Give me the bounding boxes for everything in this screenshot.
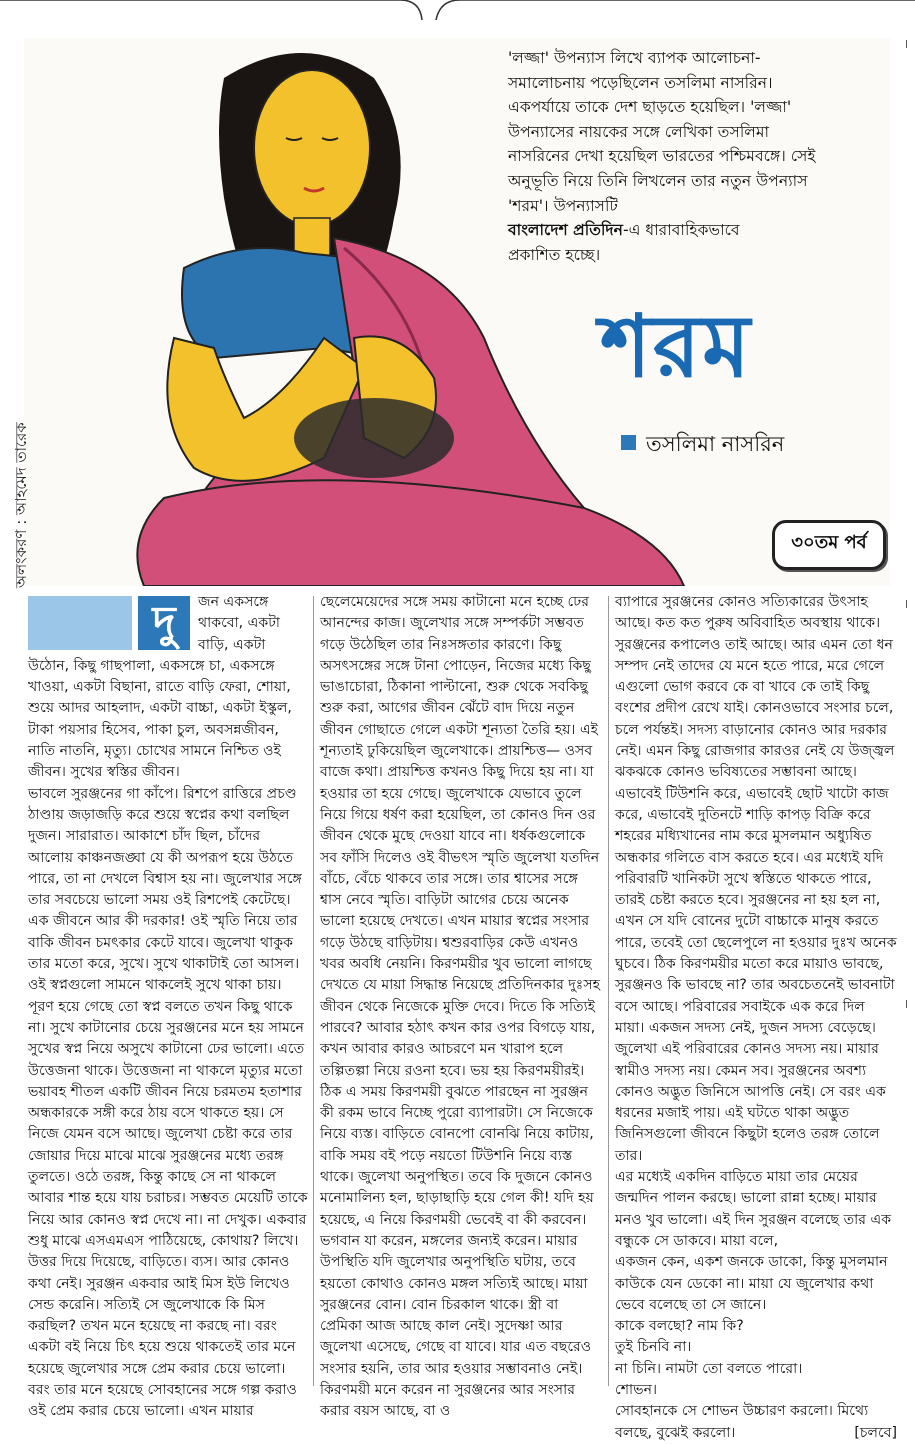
dialog-line: তুই চিনবি না। — [615, 1339, 692, 1356]
publisher-name: বাংলাদেশ প্রতিদিন — [508, 221, 623, 240]
closing-sentence: সোবহানকে সে শোভন উচ্চারণ করলো। মিথ্যে বলছে, বুঝেই করলো। — [615, 1403, 869, 1441]
author-line — [621, 428, 784, 463]
illustration-credit — [2, 330, 36, 590]
column-divider — [313, 596, 314, 1386]
publisher-rest: -এ ধারাবাহিকভাবে — [622, 221, 740, 240]
intro-line: উপন্যাসের নায়কের সঙ্গে লেখিকা তসলিমা — [508, 122, 770, 141]
dialog-line — [615, 1401, 897, 1444]
intro-line: প্রকাশিত হচ্ছে। — [508, 245, 601, 264]
intro-line: 'শরম'। উপন্যাসটি — [508, 196, 618, 215]
square-bullet-icon — [621, 435, 636, 450]
header-decoration — [0, 0, 915, 22]
paragraph: এর মধ্যেই একদিন বাড়িতে মায়া তার মেয়ের জন্মদিন পালন করছে। ভালো রান্না হচ্ছে। মায়ার মনও খুব ভালো। এই দিন সুরঞ্জন বলেছে তার এক বন্ধুকে সে ডাকবে। মায়া বলে, — [615, 1169, 892, 1249]
dialog-line: শোভন। — [615, 1381, 658, 1398]
novel-title: শরম — [600, 297, 752, 397]
credit-text: অলংকরণ : আহমেদ তারেক — [12, 422, 30, 588]
intro-line: একপর্যায়ে তাকে দেশ ছাড়তে হয়েছিল। 'লজ্জা' — [508, 98, 792, 117]
intro-line: অনুভূতি নিয়ে তিনি লিখলেন তার নতুন উপন্যাস — [508, 171, 808, 190]
dropcap-decoration — [28, 596, 132, 650]
article-column-1 — [28, 592, 308, 1423]
paragraph: ভাবলে সুরঞ্জনের গা কাঁপে। রিশপে রাত্তিরে প্রচণ্ড ঠাণ্ডায় জড়াজড়ি করে শুয়ে স্বপ্নের কথা বলছিল দুজন। সারারাত। আকাশে চাঁদ ছিল, চাঁদের আলোয় কাঞ্চনজঙ্ঘা যে কী অপরূপ হয়ে উঠতে পারে, তা না দেখলে বিশ্বাস হয় না। জুলেখার সঙ্গে তার সবচেয়ে ভালো সময় ওই রিশপেই কেটেছে। এক জীবনে আর কী দরকার! ওই স্মৃতি নিয়ে তার বাকি জীবন চমৎকার কেটে যাবে। জুলেখা থাকুক তার মতো করে, সুখে। সুখে থাকাটাই তো আসল। ওই স্বপ্নগুলো সামনে থাকলেই সুখে থাকা চায়। পূরণ হয়ে গেছে তো স্বপ্ন বলতে তখন কিছু থাকে না। সুখে কাটানোর চেয়ে সুরঞ্জনের মনে হয় সামনে সুখের স্বপ্ন নিয়ে অসুখে কাটানো ঢের ভালো। এতে উত্তেজনা থাকে। উত্তেজনা না থাকলে মৃত্যুর মতো ভয়াবহ শীতল একটি জীবন নিয়ে চরমতম হতাশার অন্ধকারকে সঙ্গী করে ঠায় বসে থাকতে হয়। সে নিজে যেমন বসে আছে। জুলেখা চেষ্টা করে তার জোয়ার দিয়ে মাঝে মাঝে সুরঞ্জনের মধ্যে তরঙ্গ তুলতে। ওঠে তরঙ্গ, কিন্তু কাছে সে না থাকলে আবার শান্ত হয়ে যায় চরাচর। সম্ভবত মেয়েটি তাকে নিয়ে আর কোনও স্বপ্ন দেখে না। না দেখুক। একবার শুধু মাঝে এসএমএস পাঠিয়েছে, কোথায়? লিখে। উত্তর দিয়ে দিয়েছে, বাড়িতে। ব্যস। আর কোনও কথা নেই। সুরঞ্জন একবার আই মিস ইউ লিখেও সেন্ড করেনি। সত্যিই সে জুলেখাকে কি মিস করছিল? তখন মনে হয়েছে না করছে না। বরং একটা বই নিয়ে চিৎ হয়ে শুয়ে থাকতেই তার মনে হয়েছে জুলেখার সঙ্গে প্রেম করার চেয়ে ভালো। বরং তার মনে হয়েছে সোবহানের সঙ্গে গল্প করাও ওই প্রেম করার চেয়ে ভালো। এখন মায়ার — [28, 785, 308, 1420]
dialog-line: কাকে বলছো? নাম কি? — [615, 1318, 744, 1335]
dropcap-block — [28, 592, 192, 654]
edge-mark — [906, 40, 907, 48]
dropcap: দু — [138, 596, 190, 650]
paragraph: ব্যাপারে সুরঞ্জনের কোনও সত্যিকারের উৎসাহ আছে। কত কত পুরুষ অবিবাহিত অবস্থায় থাকে। সুরঞ্জনের কপালেও তাই আছে। আর এমন তো ধন সম্পদ নেই তাদের যে মনে হতে পারে, মরে গেলে এগুলো ভোগ করবে কে বা খাবে কে তাই কিছু বংশের প্রদীপ রেখে যাই। কোনওভাবে সংসার চলে, চলে পর্যন্তই। সদস্য বাড়ানোর কোনও আর দরকার নেই। এমন কিছু রোজগার কারওর নেই যে উজ্জ্বল ঝকঝকে কোনও ভবিষ্যতের সম্ভাবনা আছে। এভাবেই টিউশনি করে, এভাবেই ছোট খাটো কাজ করে, এভাবেই দুতিনটে শাড়ি কাপড় বিক্রি করে শহরের মধ্যিখানের নাম করে মুসলমান অধ্যুষিত অন্ধকার গলিতে বাস করতে হবে। এর মধ্যেই যদি পরিবারটি খানিকটা সুখে স্বস্তিতে থাকতে পারে, তারই চেষ্টা করতে হবে। সুরঞ্জনের না হয় হল না, এখন সে যদি বোনের দুটো বাচ্চাকে মানুষ করতে পারে, তবেই তো ছেলেপুলে না হওয়ার দুঃখ অনেক ঘুচবে। ঠিক কিরণময়ীর মতো করে মায়াও ভাবছে, সুরঞ্জনও কি ভাবছে না? তার অবচেতনেই ভাবনাটা বসে আছে। পরিবারের সবাইকে এক করে দিল মায়া। একজন সদস্য নেই, দুজন সদস্য বেড়েছে। জুলেখা এই পরিবারের কোনও সদস্য নয়। মায়ার স্বামীও সদস্য নয়। কেমন সব। সুরঞ্জনের অবশ্য কোনও অদ্ভুত জিনিসে আপত্তি নেই। সে বরং এক ধরনের মজাই পায়। এই ঘটতে থাকা অদ্ভুত জিনিসগুলো জীবনে কিছুটা হলেও তরঙ্গ তোলে তার। — [615, 594, 897, 1164]
paragraph: ছেলেমেয়েদের সঙ্গে সময় কাটানো মনে হচ্ছে ঢের আনন্দের কাজ। জুলেখার সঙ্গে সম্পর্কটা সম্ভবত গড়ে উঠেছিল তার নিঃসঙ্গতার কারণে। কিছু অসৎসঙ্গের সঙ্গে টানা পোড়েন, নিজের মধ্যে কিছু ভাঙাচোরা, ঠিকানা পাল্টানো, শুরু থেকে সবকিছু শুরু করা, আগের জীবন ঝেঁটে বাদ দিয়ে নতুন জীবন গোছাতে গেলে একটা শূন্যতা তৈরি হয়। এই শূন্যতাই ঢুকিয়েছিল জুলেখাকে। প্রায়শ্চিত্ত— ওসব বাজে কথা। প্রায়শ্চিত্ত কখনও কিছু দিয়ে হয় না। যা হওয়ার তা হয়ে গেছে। জুলেখাকে যেভাবে তুলে নিয়ে গিয়ে ধর্ষণ করা হয়েছিল, তা কোনও দিন ওর জীবন থেকে মুছে দেওয়া যাবে না। ধর্ষকগুলোকে সব ফাঁসি দিলেও ওই বীভৎস স্মৃতি জুলেখা যতদিন বাঁচে, বেঁচে থাকবে তার সঙ্গে। তার শ্বাসের সঙ্গে শ্বাস নেবে স্মৃতি। বাড়িটা আগের চেয়ে অনেক ভালো হয়েছে দেখতে। এখন মায়ার স্বপ্নের সংসার গড়ে উঠছে বাড়িটায়। শ্বশুরবাড়ির কেউ এখনও খবর অবধি নেয়নি। কিরণময়ীর খুব ভালো লাগছে দেখতে যে মায়া সিদ্ধান্ত নিয়েছে প্রতিদিনকার দুঃসহ জীবন থেকে নিজেকে মুক্তি দেবে। দিতে কি সত্যিই পারবে? আবার হঠাৎ কখন কার ওপর বিগড়ে যায়, কখন আবার কারও আচরণে মন খারাপ হলে তল্পিতল্পা নিয়ে রওনা হবে। ভয় হয় কিরণময়ীরই। ঠিক এ সময় কিরণময়ী বুঝতে পারছেন না সুরঞ্জন কী রকম ভাবে নিচ্ছে পুরো ব্যাপারটা। সে নিজেকে নিয়ে ব্যস্ত। বাড়িতে বোনপো বোনঝি নিয়ে কাটায়, বাকি সময় বই পড়ে নয়তো টিউশনি নিয়ে ব্যস্ত থাকে। জুলেখা অনুপস্থিত। তবে কি দুজনে কোনও মনোমালিন্য হল, ছাড়াছাড়ি হয়ে গেল কী! যদি হয় হয়েছে, এ নিয়ে কিরণময়ী ভেবেই বা কী করবেন। ভগবান যা করেন, মঙ্গলের জন্যই করেন। মায়ার উপস্থিতি যদি জুলেখার অনুপস্থিতি ঘটায়, তবে হয়তো কোথাও কোনও মঙ্গল সত্যিই আছে। মায়া সুরঞ্জনের বোন। বোন চিরকাল থাকে। স্ত্রী বা প্রেমিকা আজ আছে কাল নেই। সুদেষ্ণা আর জুলেখা এসেছে, গেছে বা যাবে। যার এত বছরেও সংসার হয়নি, তার আর হওয়ার সম্ভাবনাও নেই। কিরণময়ী মনে করেন না সুরঞ্জনের আর সংসার করার বয়স আছে, বা ও — [320, 594, 601, 1420]
intro-line: 'লজ্জা' উপন্যাস লিখে ব্যাপক আলোচনা- — [508, 49, 761, 67]
intro-line: সমালোচনায় পড়েছিলেন তসলিমা নাসরিন। — [508, 73, 773, 92]
column-divider — [608, 596, 609, 1386]
dialog-line: না চিনি। নামটা তো বলতে পারো। — [615, 1360, 803, 1377]
article-column-3 — [615, 592, 897, 1444]
edge-mark — [906, 1000, 907, 1008]
continued-marker: [চলবে] — [854, 1424, 897, 1441]
intro-line: নাসরিনের দেখা হয়েছিল ভারতের পশ্চিমবঙ্গে। সেই — [508, 147, 816, 166]
paragraph: জন একসঙ্গে থাকবো, একটা বাড়ি, একটা উঠোন, কিছু গাছপালা, একসঙ্গে চা, একসঙ্গে খাওয়া, একটা বিছানা, রাতে বাড়ি ফেরা, শোয়া, শুয়ে আদর আহলাদ, একটা বাচ্চা, একটা ইস্কুল, টাকা পয়সার হিসেব, পাকা চুল, অবসন্নজীবন, নাতি নাতনি, মৃত্যু। চোখের সামনে নিশ্চিত ওই জীবন। সুখের স্বস্তির জীবন। — [28, 594, 292, 781]
intro-publisher-line — [508, 218, 890, 243]
author-name: তসলিমা নাসরিন — [646, 432, 785, 456]
paragraph: একজন কেন, একশ জনকে ডাকো, কিন্তু মুসলমান কাউকে যেন ডেকো না। মায়া যে জুলেখার কথা ভেবে বলেছে তা সে জানে। — [615, 1254, 888, 1313]
edge-mark — [906, 600, 907, 608]
episode-badge: ৩০তম পর্ব — [772, 520, 886, 570]
intro-text — [508, 46, 890, 267]
article-column-2 — [320, 592, 602, 1423]
